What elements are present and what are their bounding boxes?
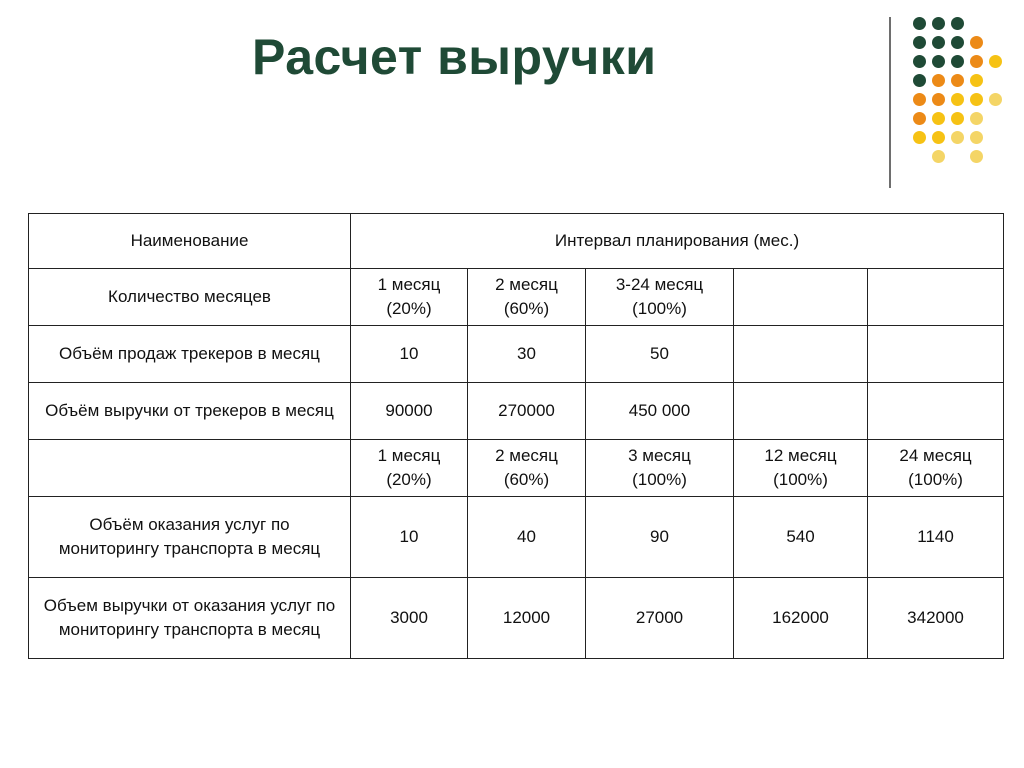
table-cell: 1 месяц (20%) (351, 440, 468, 497)
slide-title: Расчет выручки (252, 29, 657, 85)
decorative-dot (951, 112, 964, 125)
table-cell (868, 326, 1004, 383)
decorative-dot (913, 93, 926, 106)
table-row (29, 497, 1004, 578)
table-cell: 2 месяц (60%) (468, 440, 586, 497)
table-cell: 12 месяц (100%) (734, 440, 868, 497)
decorative-dot (913, 36, 926, 49)
table-cell: 3000 (351, 578, 468, 659)
row-label: Объём продаж трекеров в месяц (29, 326, 351, 383)
decorative-dot (989, 93, 1002, 106)
decorative-dot (970, 74, 983, 87)
table-cell: 90 (586, 497, 734, 578)
decorative-dot (951, 55, 964, 68)
table-cell: 1 месяц (20%) (351, 269, 468, 326)
table-cell (868, 383, 1004, 440)
decorative-dot (970, 55, 983, 68)
decorative-dot (970, 36, 983, 49)
decorative-dot (970, 150, 983, 163)
table-cell: 1140 (868, 497, 1004, 578)
decorative-dot (951, 36, 964, 49)
table-cell (868, 269, 1004, 326)
decorative-dot (989, 55, 1002, 68)
table-cell: 50 (586, 326, 734, 383)
table-cell: 12000 (468, 578, 586, 659)
decorative-dot (951, 131, 964, 144)
decorative-dot (970, 93, 983, 106)
row-label: Объём оказания услуг по мониторингу транспорта в месяц (29, 497, 351, 578)
table-cell (734, 383, 868, 440)
table-cell: 162000 (734, 578, 868, 659)
table-cell: 90000 (351, 383, 468, 440)
table-cell: 3-24 месяц (100%) (586, 269, 734, 326)
table-cell: 10 (351, 326, 468, 383)
table-cell: 40 (468, 497, 586, 578)
table-cell (734, 326, 868, 383)
table-cell: 3 месяц (100%) (586, 440, 734, 497)
decorative-dot (951, 93, 964, 106)
table-cell: 30 (468, 326, 586, 383)
decorative-dot (932, 150, 945, 163)
row-label (29, 440, 351, 497)
table-row (29, 269, 1004, 326)
table-cell: 342000 (868, 578, 1004, 659)
row-label: Количество месяцев (29, 269, 351, 326)
table-header-row (29, 214, 1004, 269)
table-row (29, 578, 1004, 659)
decorative-dot (932, 74, 945, 87)
table-cell: 450 000 (586, 383, 734, 440)
decorative-dot (932, 93, 945, 106)
decorative-dot (932, 36, 945, 49)
table-cell: 10 (351, 497, 468, 578)
vertical-divider (889, 17, 891, 188)
decorative-dot (951, 74, 964, 87)
table-row (29, 326, 1004, 383)
table-cell: 270000 (468, 383, 586, 440)
decorative-dot (970, 131, 983, 144)
decorative-dot (970, 112, 983, 125)
decorative-dot (913, 17, 926, 30)
header-name-cell: Наименование (29, 214, 351, 269)
table-cell: 540 (734, 497, 868, 578)
decorative-dot (913, 112, 926, 125)
decorative-dot (932, 55, 945, 68)
revenue-table (28, 213, 1004, 659)
decorative-dot (932, 131, 945, 144)
row-label: Объем выручки от оказания услуг по мониторингу транспорта в месяц (29, 578, 351, 659)
table-row (29, 383, 1004, 440)
decorative-dot (932, 17, 945, 30)
row-label: Объём выручки от трекеров в месяц (29, 383, 351, 440)
table-cell (734, 269, 868, 326)
table-cell: 24 месяц (100%) (868, 440, 1004, 497)
table-cell: 27000 (586, 578, 734, 659)
decorative-dot (932, 112, 945, 125)
decorative-dot (913, 74, 926, 87)
table-cell: 2 месяц (60%) (468, 269, 586, 326)
decorative-dot (913, 131, 926, 144)
decorative-dot (913, 55, 926, 68)
decorative-dot (951, 17, 964, 30)
header-interval-cell: Интервал планирования (мес.) (351, 214, 1004, 269)
table-row (29, 440, 1004, 497)
